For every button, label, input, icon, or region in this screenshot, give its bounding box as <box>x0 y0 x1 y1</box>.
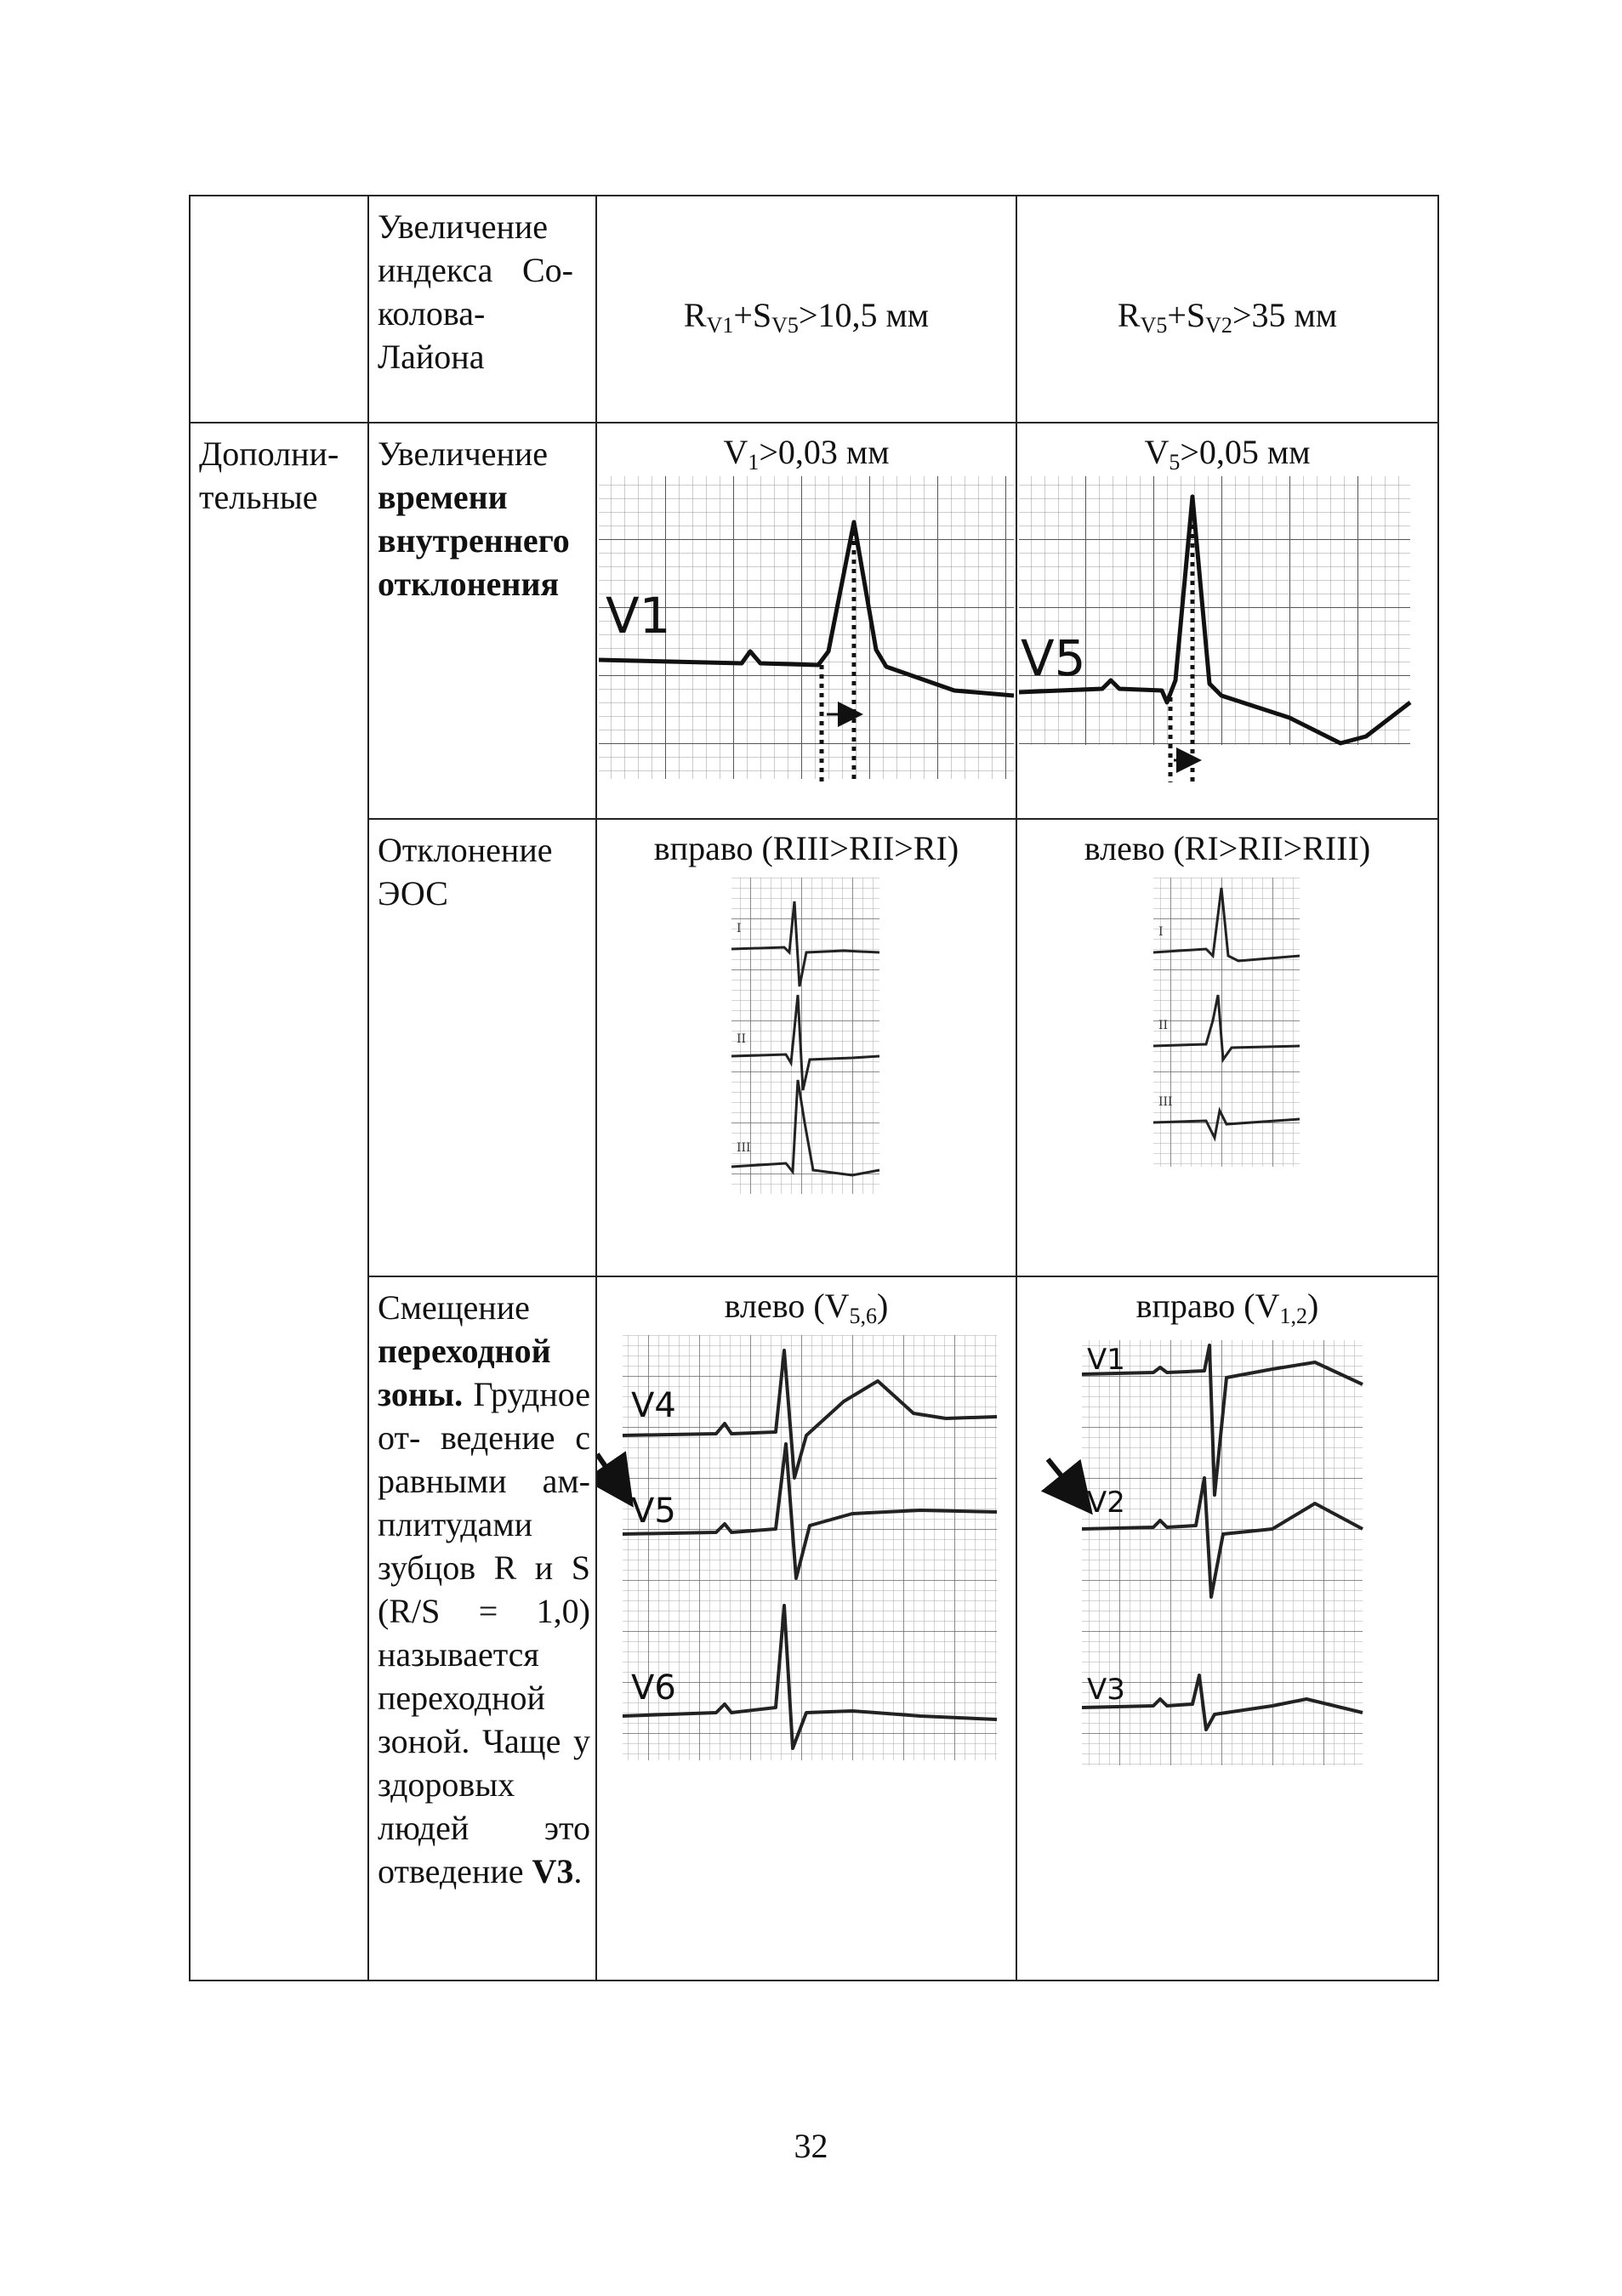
criterion-axis: Отклонение ЭОС <box>378 831 553 912</box>
criterion-cell <box>368 1276 596 1981</box>
criterion-transition <box>369 1277 597 1893</box>
header-sub: 1 <box>748 450 760 475</box>
lead-label-iii: III <box>737 1141 751 1155</box>
ecg-transition-left <box>597 1325 1017 1767</box>
header-lead: вправо (V <box>1135 1287 1280 1325</box>
ecg-transition-right <box>1017 1325 1439 1767</box>
lead-label-iii: III <box>1158 1095 1173 1109</box>
group-cell-empty <box>190 196 368 423</box>
ecg-transition-right-cell <box>1016 1276 1438 1981</box>
criterion-plain: Увеличение <box>378 435 549 473</box>
criterion-bold-end: V3 <box>532 1852 574 1890</box>
header-sub: 1,2 <box>1279 1304 1308 1328</box>
header-tail: >0,05 мм <box>1180 433 1311 471</box>
header-sub: 5,6 <box>849 1304 878 1328</box>
header-v1 <box>597 423 1016 475</box>
header-transition-left <box>597 1277 1016 1328</box>
left-ventricle-cell <box>1016 196 1438 423</box>
criterion-intrinsicoid <box>369 423 595 605</box>
lead-label-v5: V5 <box>631 1492 676 1531</box>
row-sokolow-lyon <box>190 196 1438 423</box>
ecg-v1-intrinsicoid <box>597 471 1017 786</box>
criterion-plain: Смещение <box>378 1288 530 1327</box>
formula-s: S <box>752 296 772 334</box>
formula-r: R <box>683 296 707 334</box>
formula-tail: >35 мм <box>1232 296 1338 334</box>
lead-label-v1: V1 <box>606 587 671 645</box>
header-axis-right: вправо (RIII>RII>RI) <box>653 829 959 867</box>
header-lead: V <box>723 433 748 471</box>
lead-label-i: I <box>1158 925 1164 939</box>
lead-label-v6: V6 <box>631 1668 676 1708</box>
lead-label-v2: V2 <box>1087 1486 1125 1520</box>
header-axis-left: влево (RI>RII>RIII) <box>1084 829 1371 867</box>
formula-r-sub: V5 <box>1140 313 1168 338</box>
group-cell-additional <box>190 423 368 1981</box>
ecg-v1-cell <box>596 423 1016 819</box>
group-label-additional: Дополни- тельные <box>199 435 339 516</box>
page-number: 32 <box>794 2127 828 2165</box>
ecg-axis-right <box>597 867 1017 1225</box>
row-transition-zone <box>190 1276 1438 1981</box>
header-lead: V <box>1144 433 1170 471</box>
lead-label-v4: V4 <box>631 1386 676 1425</box>
lead-label-v1: V1 <box>1087 1343 1125 1377</box>
ecg-v5-cell <box>1016 423 1438 819</box>
criterion-cell <box>368 819 596 1276</box>
header-v5 <box>1017 423 1437 475</box>
header-sub: 5 <box>1169 450 1181 475</box>
lead-label-i: I <box>737 922 742 935</box>
right-ventricle-cell <box>596 196 1016 423</box>
criterion-bold: переходной зоны. <box>378 1332 551 1413</box>
formula-left-ventricle <box>1017 196 1437 338</box>
criterion-sokolow: Увеличение индекса Со- колова- Лайона <box>378 207 573 376</box>
row-axis-deviation <box>190 819 1438 1276</box>
header-tail: ) <box>877 1287 889 1325</box>
formula-tail: >10,5 мм <box>798 296 930 334</box>
formula-right-ventricle <box>597 196 1016 338</box>
row-intrinsicoid <box>190 423 1438 819</box>
criteria-table <box>189 195 1439 1981</box>
formula-r-sub: V1 <box>706 313 734 338</box>
formula-plus: + <box>733 296 753 334</box>
header-lead: влево (V <box>724 1287 850 1325</box>
header-transition-right <box>1017 1277 1437 1328</box>
lead-label-ii: II <box>737 1032 747 1046</box>
lead-label-v3: V3 <box>1087 1673 1125 1707</box>
formula-s: S <box>1186 296 1206 334</box>
lead-label-ii: II <box>1158 1019 1169 1032</box>
header-tail: ) <box>1307 1287 1319 1325</box>
ecg-axis-left <box>1017 867 1439 1225</box>
ecg-axis-right-cell <box>596 819 1016 1276</box>
criterion-plain-2: Грудное от- ведение с равными ам- плитудами зубцов R и S (R/S = 1,0) называется переходной зоной. Чаще у здоровых людей это отведение <box>378 1375 590 1890</box>
ecg-transition-left-cell <box>596 1276 1016 1981</box>
criterion-cell <box>368 423 596 819</box>
criterion-bold: времени внутреннего отклонения <box>378 478 570 603</box>
ecg-axis-left-cell <box>1016 819 1438 1276</box>
formula-plus: + <box>1167 296 1187 334</box>
formula-r: R <box>1117 296 1141 334</box>
header-tail: >0,03 мм <box>759 433 890 471</box>
criterion-cell <box>368 196 596 423</box>
lead-label-v5: V5 <box>1021 629 1086 687</box>
ecg-v5-intrinsicoid <box>1017 471 1439 786</box>
formula-s-sub: V2 <box>1205 313 1232 338</box>
criterion-end-punct: . <box>573 1852 583 1890</box>
formula-s-sub: V5 <box>771 313 799 338</box>
